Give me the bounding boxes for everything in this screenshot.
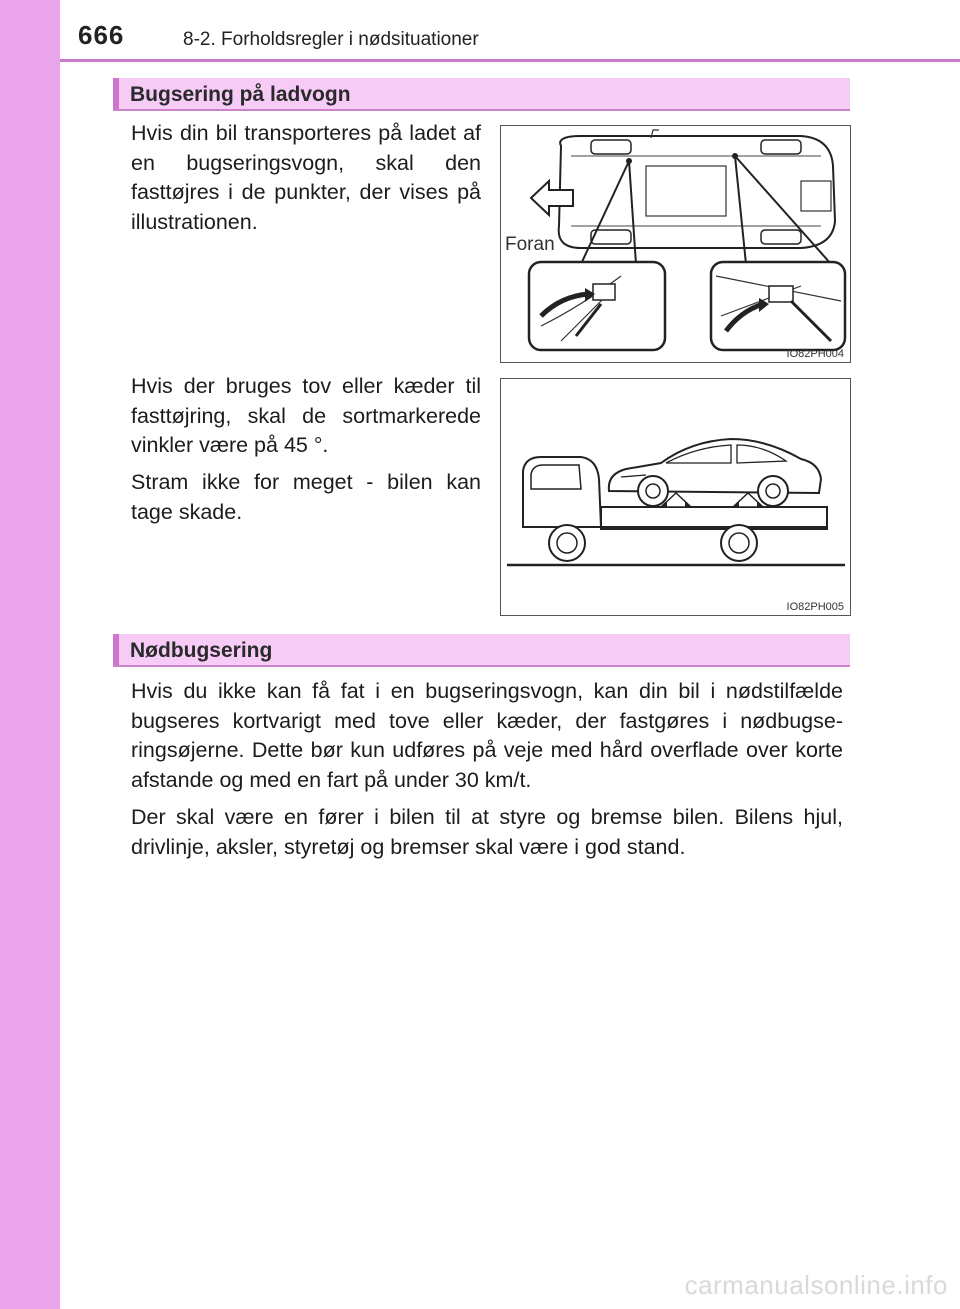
paragraph-warning: Stram ikke for meget - bilen kan tage skade. (131, 470, 481, 524)
page-number: 666 (78, 20, 125, 50)
section-title: Bugsering på ladvogn (130, 83, 351, 106)
side-color-strip (0, 0, 60, 1309)
watermark: carmanualsonline.info (684, 1270, 948, 1300)
header-divider (60, 59, 960, 62)
paragraph-angle: Hvis der bruges tov eller kæder til fasttøjring, skal de sortmarkerede vinkler være på 45 °. (131, 374, 481, 457)
section-accent-bar (113, 634, 119, 665)
tow-truck-illustration (501, 379, 850, 615)
section-accent-bar (113, 78, 119, 109)
paragraph-transport: Hvis din bil transporteres på ladet af en bugseringsvogn, skal den fasttøjres i de punkter, der vises på illustrationen. (131, 121, 481, 234)
section-heading-bugsering (113, 78, 850, 111)
paragraph-driver-requirement: Der skal være en fører i bilen til at styre og bremse bilen. Bilens hjul, drivlinje, aksler, styretøj og bremser skal være i god stand. (131, 805, 843, 859)
figure-code: IO82PH005 (786, 601, 844, 613)
chapter-title: 8-2. Forholdsregler i nødsituationer (183, 29, 479, 50)
figure-tiedown-points (500, 125, 851, 363)
section-title: Nødbugsering (130, 639, 273, 662)
figure-code: IO82PH004 (786, 348, 844, 360)
section-heading-nodbugsering (113, 634, 850, 667)
figure-car-on-truck (500, 378, 851, 616)
paragraph-emergency-towing: Hvis du ikke kan få fat i en bugseringsvogn, kan din bil i nødstilfælde bugseres kortvarigt med tove eller kæder, der fastgøres i nødbugse-ringsøjerne. Dette bør kun udføres på veje med hård overflade over korte afstande og med en fart på under 30 km/t. (131, 679, 843, 792)
direction-label-foran: Foran (505, 234, 555, 255)
